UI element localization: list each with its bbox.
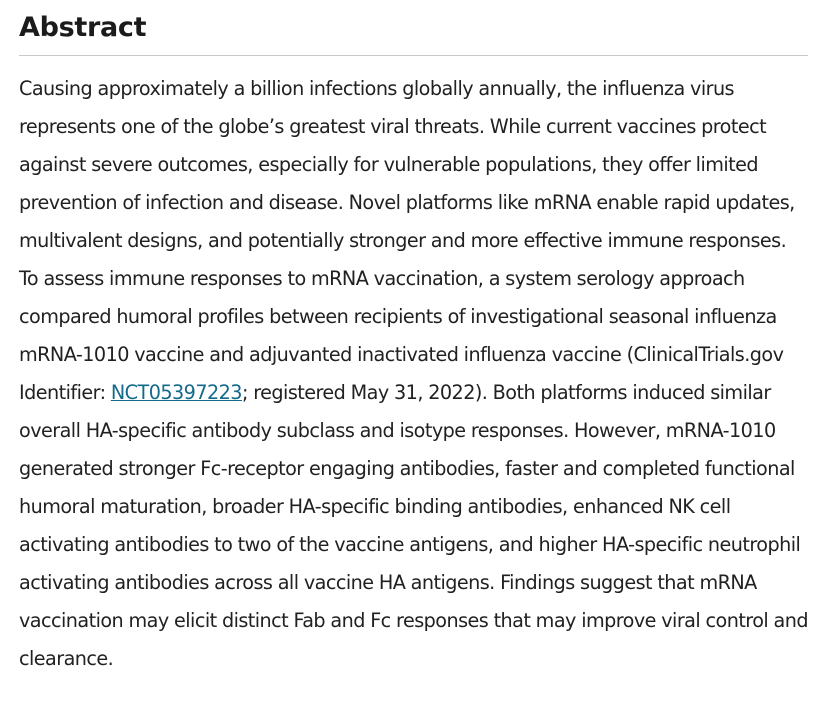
abstract-text-before-link: Causing approximately a billion infections globally annually, the influenza virus represents one of the globe’s greatest viral threats. While current vaccines protect against severe outcomes, especially for vulnerable populations, they offer limited prevention of infection and disease. Novel platforms like mRNA enable rapid updates, multivalent designs, and potentially stronger and more effective immune responses. To assess immune responses to mRNA vaccination, a system serology approach compared humoral profiles between recipients of investigational seasonal influenza mRNA-1010 vaccine and adjuvanted inactivated influenza vaccine (ClinicalTrials.gov Identifier: <box>19 77 795 404</box>
abstract-heading: Abstract <box>19 8 808 56</box>
abstract-text-after-link: ; registered May 31, 2022). Both platforms induced similar overall HA-specific antibody subclass and isotype responses. However, mRNA-1010 generated stronger Fc-receptor engaging antibodies, faster and completed functional humoral maturation, broader HA-specific binding antibodies, enhanced NK cell activating antibodies to two of the vaccine antigens, and higher HA-specific neutrophil activating antibodies across all vaccine HA antigens. Findings suggest that mRNA vaccination may elicit distinct Fab and Fc responses that may improve viral control and clearance. <box>19 381 808 670</box>
abstract-section <box>19 8 808 678</box>
abstract-body <box>19 70 808 678</box>
clinical-trial-link[interactable]: NCT05397223 <box>110 381 242 404</box>
